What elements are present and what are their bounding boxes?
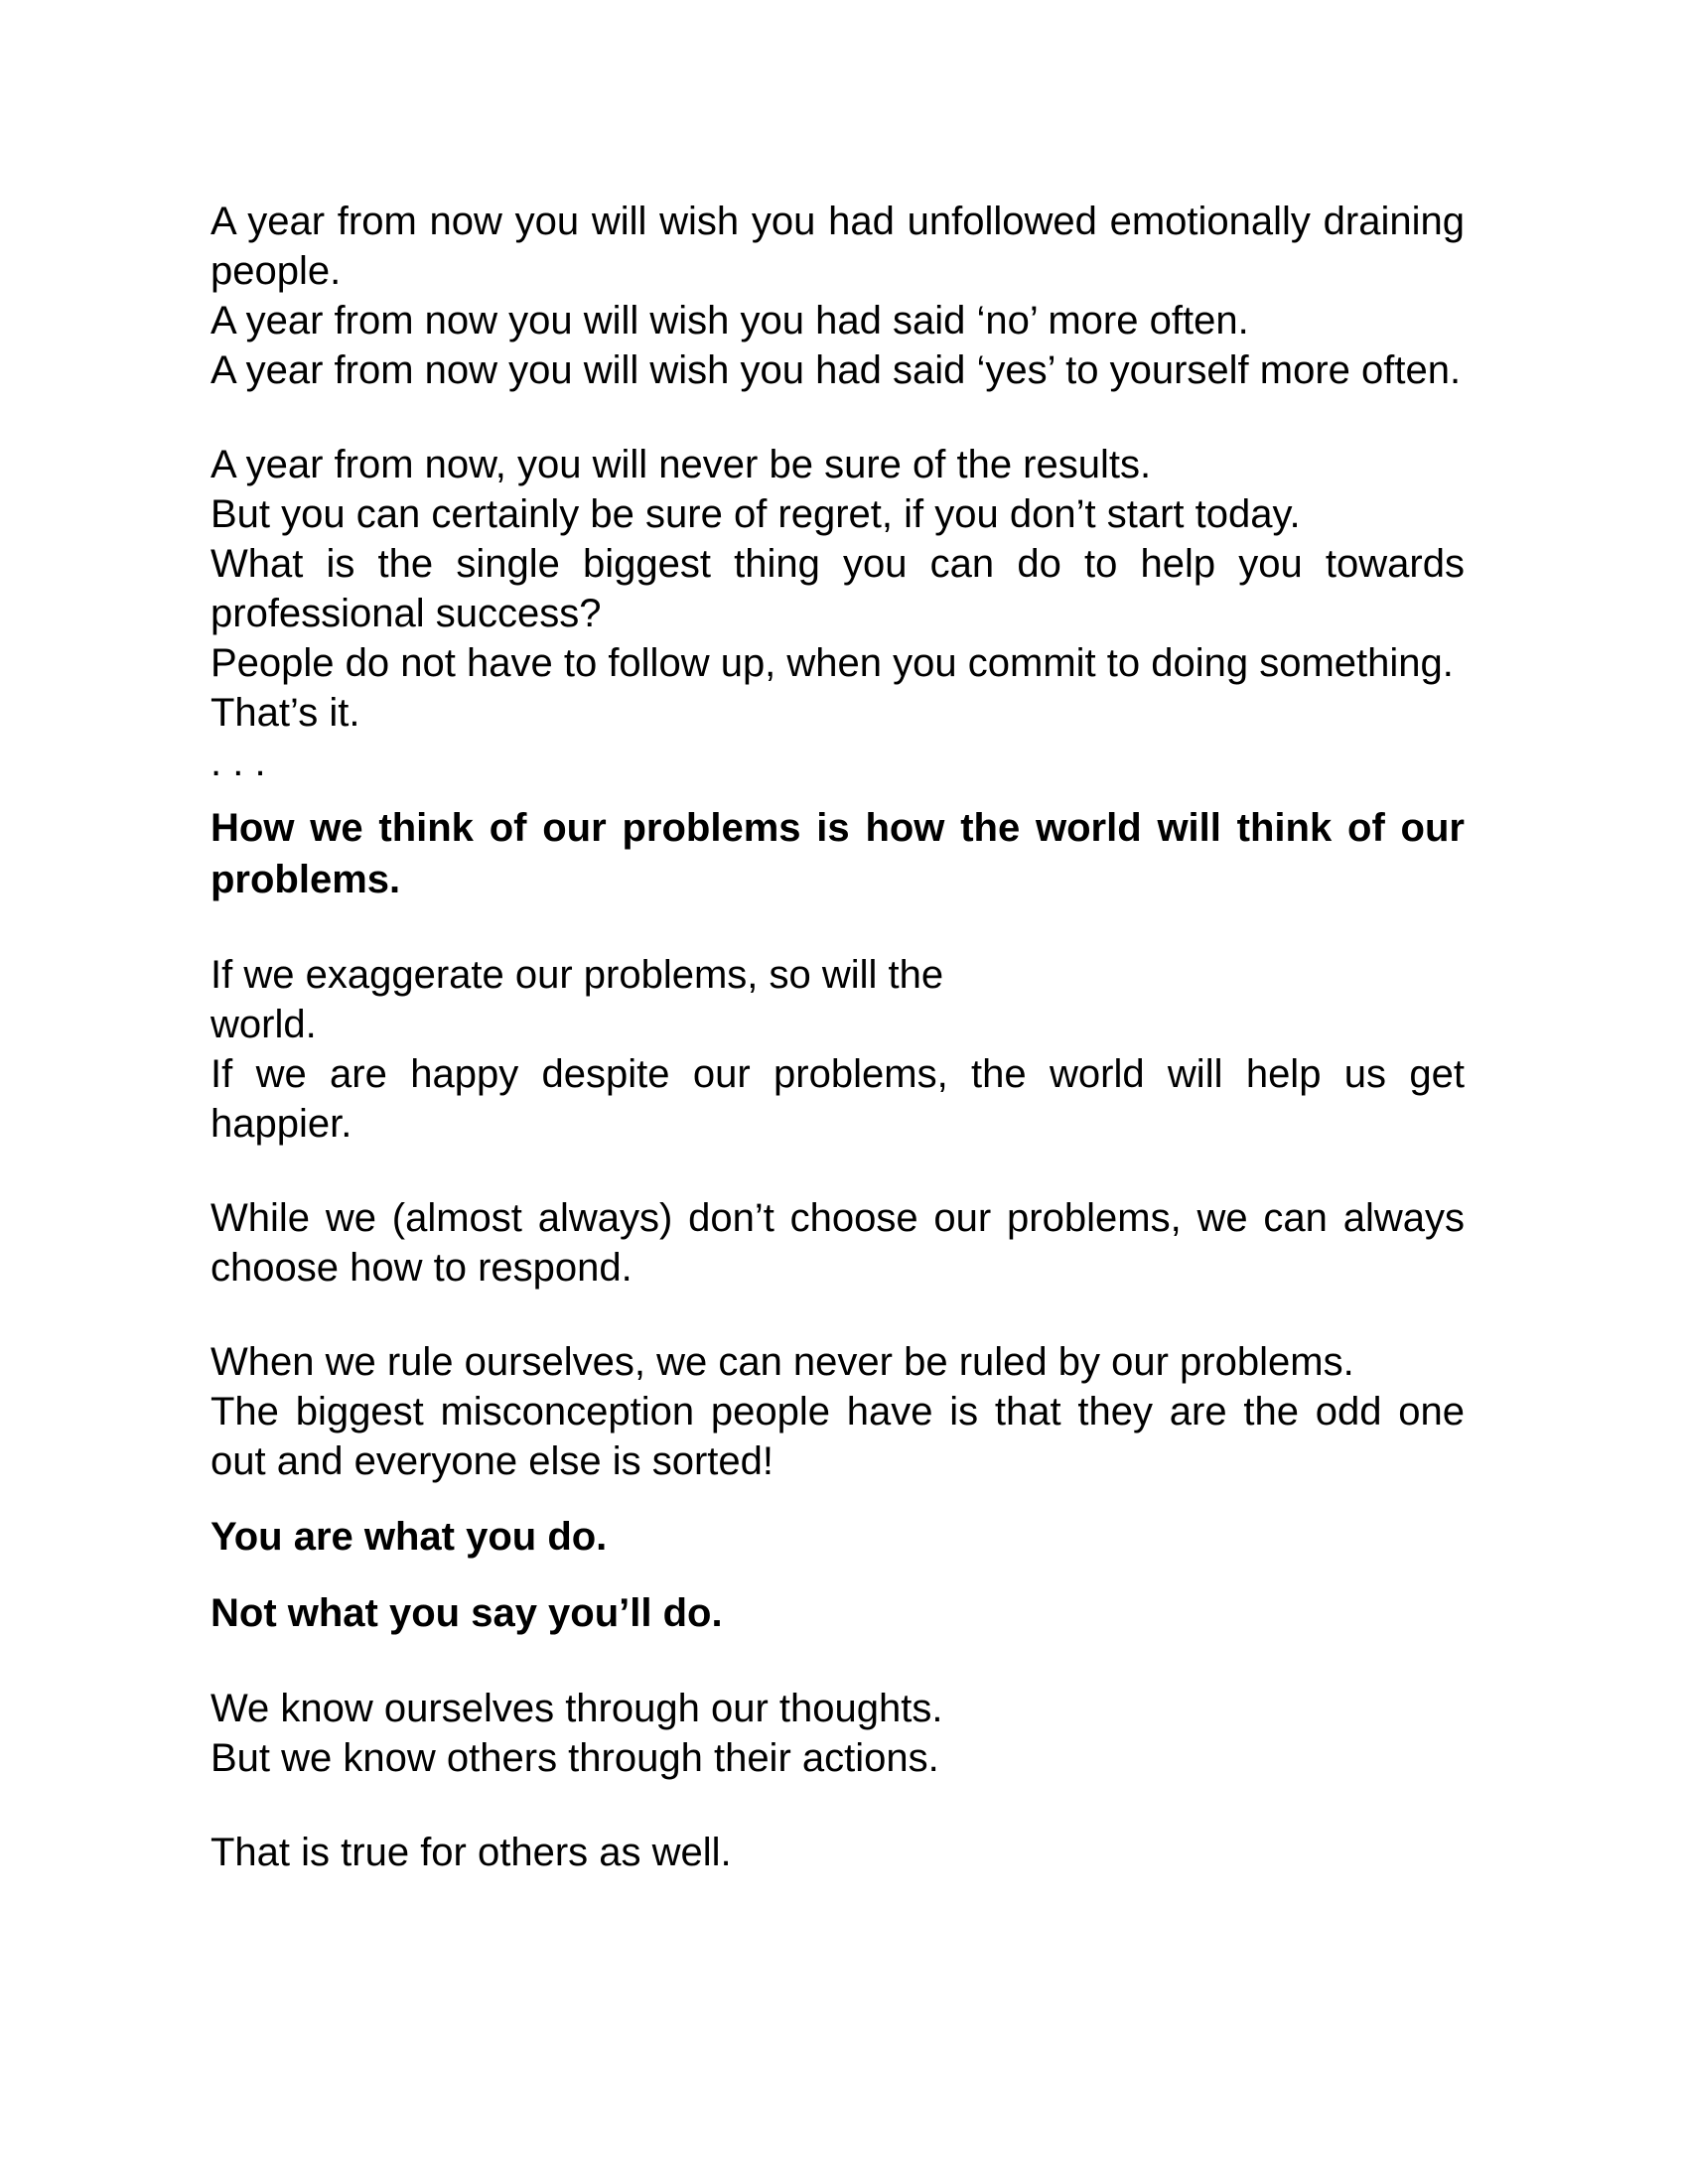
paragraph-actions: But we know others through their actions. xyxy=(211,1736,939,1780)
heading-what-you-say: Not what you say you’ll do. xyxy=(211,1591,723,1635)
paragraph-regret: But you can certainly be sure of regret, if you don’t start today. xyxy=(211,492,1301,536)
heading-what-you-do: You are what you do. xyxy=(211,1515,608,1559)
paragraph-thats-it: That’s it. xyxy=(211,691,360,735)
spacer xyxy=(211,1149,1465,1193)
spacer xyxy=(211,395,1465,440)
paragraph-exaggerate xyxy=(211,950,1465,1049)
paragraph-unfollow: A year from now you will wish you had unfollowed emotionally draining people. xyxy=(211,200,1465,293)
paragraph-follow-up: People do not have to follow up, when you commit to doing something. xyxy=(211,641,1454,685)
paragraph-exaggerate-line1: If we exaggerate our problems, so will the xyxy=(211,953,944,997)
paragraph-say-no: A year from now you will wish you had said ‘no’ more often. xyxy=(211,299,1249,342)
spacer xyxy=(211,787,1465,802)
paragraph-results: A year from now, you will never be sure of the results. xyxy=(211,443,1152,486)
paragraph-rule-ourselves: When we rule ourselves, we can never be ruled by our problems. xyxy=(211,1340,1354,1384)
paragraph-say-yes: A year from now you will wish you had said ‘yes’ to yourself more often. xyxy=(211,348,1462,392)
spacer xyxy=(211,1486,1465,1511)
paragraph-question: What is the single biggest thing you can do to help you towards professional success? xyxy=(211,542,1465,635)
paragraph-misconception: The biggest misconception people have is that they are the odd one out and everyone else is sorted! xyxy=(211,1390,1465,1483)
paragraph-true-for-others: That is true for others as well. xyxy=(211,1831,732,1874)
spacer xyxy=(211,1563,1465,1587)
document-page xyxy=(211,197,1465,1877)
paragraph-happy: If we are happy despite our problems, the world will help us get happier. xyxy=(211,1052,1465,1146)
paragraph-choose: While we (almost always) don’t choose our problems, we can always choose how to respond. xyxy=(211,1196,1465,1290)
paragraph-exaggerate-line2: world. xyxy=(211,1003,317,1046)
paragraph-thoughts: We know ourselves through our thoughts. xyxy=(211,1687,943,1730)
spacer xyxy=(211,1783,1465,1828)
ellipsis-divider: . . . xyxy=(211,741,266,784)
spacer xyxy=(211,1293,1465,1337)
spacer xyxy=(211,1639,1465,1684)
heading-problems: How we think of our problems is how the world will think of our problems. xyxy=(211,806,1465,901)
spacer xyxy=(211,905,1465,950)
